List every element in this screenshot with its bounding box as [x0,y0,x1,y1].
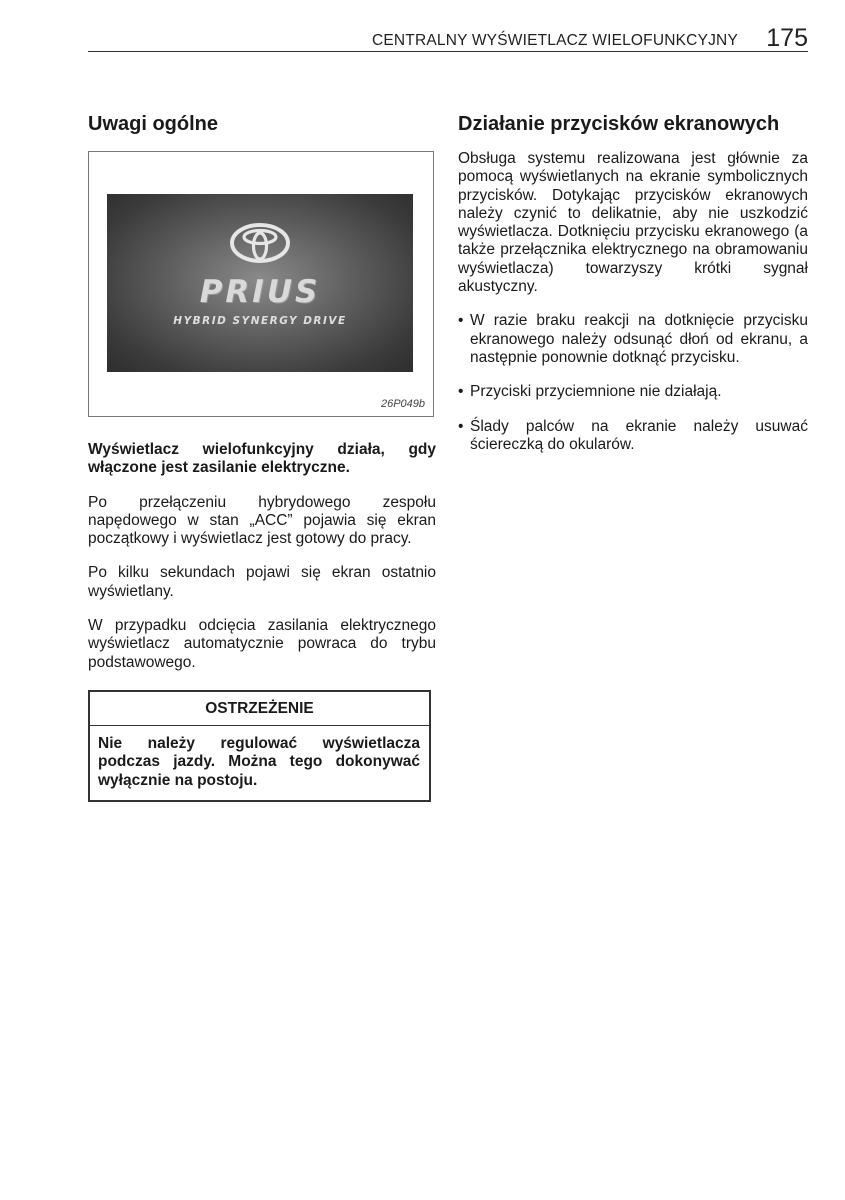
paragraph-3: W przypadku odcięcia zasilania elektrycznego wyświetlacz automatycznie powraca do trybu podstawowego. [88,617,436,671]
bullet-list [458,312,808,454]
heading-screen-buttons: Działanie przycisków ekranowych [458,113,780,135]
right-column [458,110,808,470]
list-item [458,312,808,367]
display-screen-image [107,194,413,372]
bullet-marker: • [458,383,464,401]
warning-box [88,690,431,802]
list-item [458,418,808,455]
brand-tagline: HYBRID SYNERGY DRIVE [173,315,347,327]
lead-paragraph: Wyświetlacz wielofunkcyjny działa, gdy włączone jest zasilanie elektryczne. [88,441,436,477]
left-column [88,110,436,802]
figure-startup-screen [88,151,434,417]
list-item-text: Przyciski przyciemnione nie działają. [470,383,722,401]
brand-wordmark: PRIUS [199,274,321,310]
paragraph-1: Po przełączeniu hybrydowego zespołu napędowego w stan „ACC” pojawia się ekran początkowy i wyświetlacz jest gotowy do pracy. [88,493,436,548]
bullet-marker: • [458,417,464,435]
bullet-marker: • [458,312,464,330]
intro-paragraph: Obsługa systemu realizowana jest głównie za pomocą wyświetlanych na ekranie symbolicznych przycisków. Dotykając przycisków ekranowych należy czynić to delikatnie, aby nie uszkodzić wyświetlacza. Dotknięciu przycisku ekranowego (a także przełącznika elektrycznego na obramowaniu wyświetlacza) towarzyszy krótki sygnał akustyczny. [458,150,808,296]
header-rule [88,51,808,52]
warning-text: Nie należy regulować wyświetlacza podczas jazdy. Można tego dokonywać wyłącznie na postoju. [98,734,420,789]
warning-title: OSTRZEŻENIE [90,692,429,726]
figure-code: 26P049b [380,398,425,410]
list-item [458,383,808,401]
paragraph-2: Po kilku sekundach pojawi się ekran ostatnio wyświetlany. [88,564,436,600]
section-title: CENTRALNY WYŚWIETLACZ WIELOFUNKCYJNY [371,32,738,49]
list-item-text: Ślady palców na ekranie należy usuwać ściereczką do okularów. [470,417,808,453]
page-number: 175 [766,24,808,52]
toyota-logo-icon [229,222,291,264]
list-item-text: W razie braku reakcji na dotknięcie przycisku ekranowego należy odsunąć dłoń od ekranu, a następnie ponownie dotknąć przycisku. [470,312,808,366]
heading-general-notes: Uwagi ogólne [88,113,218,135]
page-header [88,24,808,52]
